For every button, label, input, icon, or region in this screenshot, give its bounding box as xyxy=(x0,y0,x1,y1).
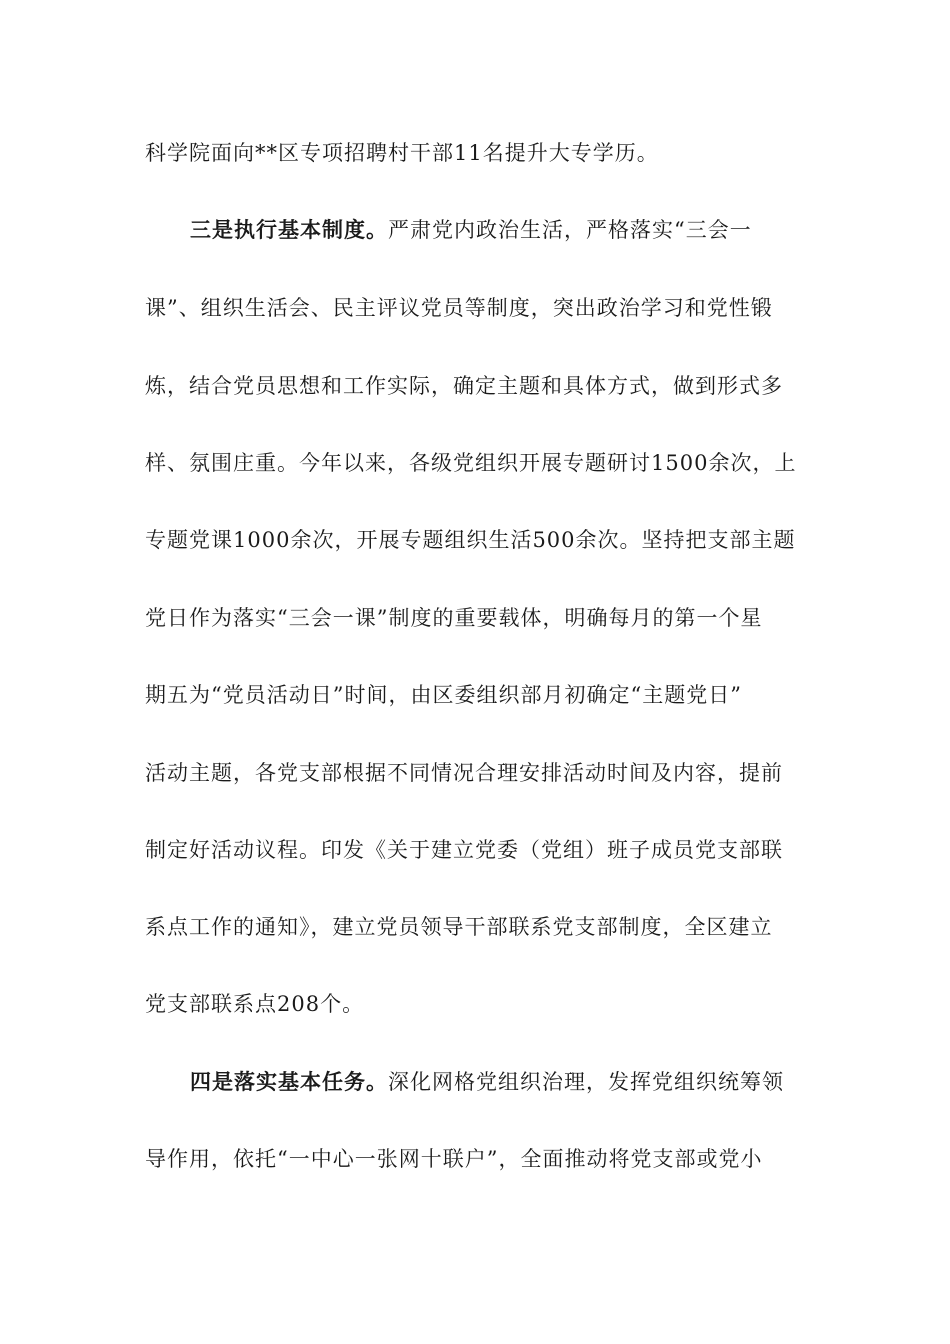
paragraph-line: 导作用，依托“一中心一张网十联户”，全面推动将党支部或党小 xyxy=(145,1147,763,1171)
paragraph-text: 深化网格党组织治理，发挥党组织统筹领 xyxy=(388,1070,784,1094)
paragraph-heading: 四是落实基本任务。 xyxy=(190,1069,388,1094)
paragraph-line: 炼，结合党员思想和工作实际，确定主题和具体方式，做到形式多 xyxy=(145,374,783,398)
paragraph-line: 专题党课1000余次，开展专题组织生活500余次。坚持把支部主题 xyxy=(145,528,796,552)
paragraph-line: 科学院面向**区专项招聘村干部11名提升大专学历。 xyxy=(145,141,659,165)
paragraph-line: 制定好活动议程。印发《关于建立党委（党组）班子成员党支部联 xyxy=(145,838,783,862)
paragraph-line: 党日作为落实“三会一课”制度的重要载体，明确每月的第一个星 xyxy=(145,606,763,630)
paragraph-line: 系点工作的通知》，建立党员领导干部联系党支部制度，全区建立 xyxy=(145,915,773,939)
paragraph-line: 样、氛围庄重。今年以来，各级党组织开展专题研讨1500余次，上 xyxy=(145,451,797,475)
paragraph-heading: 三是执行基本制度。 xyxy=(190,217,388,242)
paragraph-line: 活动主题，各党支部根据不同情况合理安排活动时间及内容，提前 xyxy=(145,761,783,785)
paragraph-first-line xyxy=(190,210,805,250)
paragraph-line: 课”、组织生活会、民主评议党员等制度，突出政治学习和党性锻 xyxy=(145,296,773,320)
paragraph-text: 严肃党内政治生活，严格落实“三会一 xyxy=(388,218,752,242)
paragraph-line: 期五为“党员活动日”时间，由区委组织部月初确定“主题党日” xyxy=(145,683,742,707)
paragraph-first-line xyxy=(190,1062,805,1102)
paragraph-line: 党支部联系点208个。 xyxy=(145,992,365,1016)
